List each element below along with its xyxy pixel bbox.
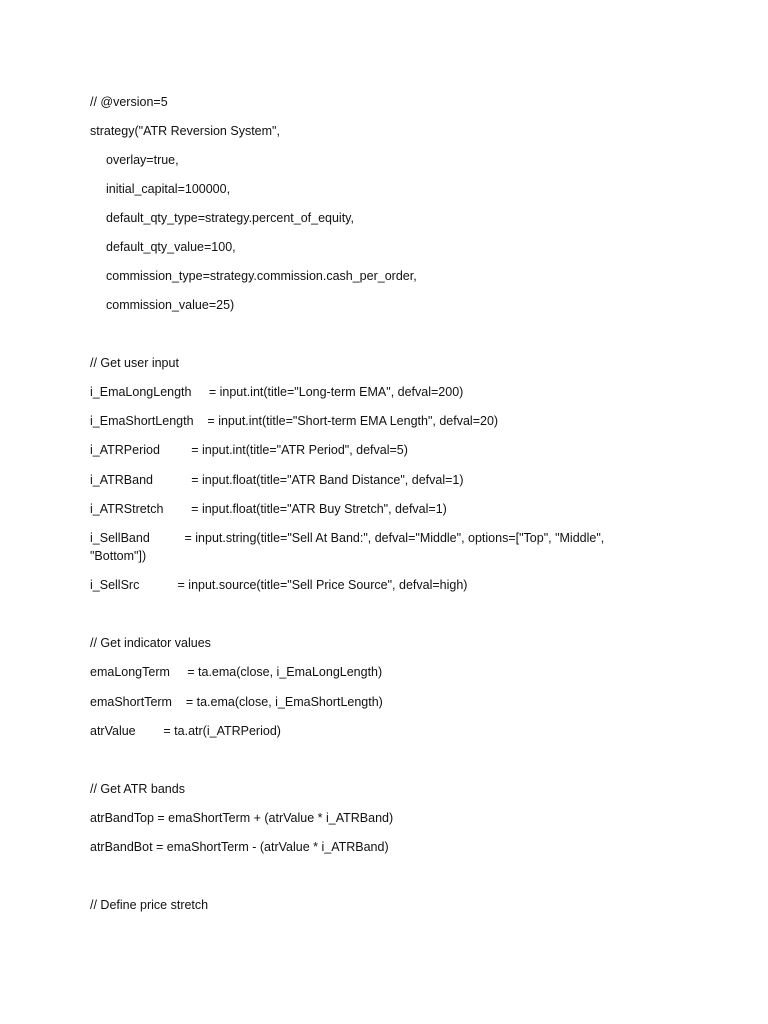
input-ema-long-line: i_EmaLongLength = input.int(title="Long-term EMA", defval=200) bbox=[90, 385, 464, 399]
strategy-overlay-arg: overlay=true, bbox=[106, 153, 179, 167]
atr-band-bot-line: atrBandBot = emaShortTerm - (atrValue * i_ATRBand) bbox=[90, 840, 389, 854]
version-comment: // @version=5 bbox=[90, 95, 168, 109]
atr-bands-comment: // Get ATR bands bbox=[90, 782, 185, 796]
input-sell-band-continuation: "Bottom"]) bbox=[90, 549, 147, 563]
atr-value-line: atrValue = ta.atr(i_ATRPeriod) bbox=[90, 724, 281, 738]
input-sell-band-line: i_SellBand = input.string(title="Sell At Band:", defval="Middle", options=["Top", "Middle", bbox=[90, 531, 605, 545]
strategy-qty-type-arg: default_qty_type=strategy.percent_of_equity, bbox=[106, 211, 354, 225]
input-sell-src-line: i_SellSrc = input.source(title="Sell Price Source", defval=high) bbox=[90, 578, 468, 592]
strategy-declaration: strategy("ATR Reversion System", bbox=[90, 124, 280, 138]
strategy-commission-type-arg: commission_type=strategy.commission.cash_per_order, bbox=[106, 269, 417, 283]
indicator-values-comment: // Get indicator values bbox=[90, 636, 211, 650]
input-atr-band-line: i_ATRBand = input.float(title="ATR Band Distance", defval=1) bbox=[90, 473, 464, 487]
user-input-comment: // Get user input bbox=[90, 356, 179, 370]
input-atr-stretch-line: i_ATRStretch = input.float(title="ATR Buy Stretch", defval=1) bbox=[90, 502, 447, 516]
ema-long-term-line: emaLongTerm = ta.ema(close, i_EmaLongLength) bbox=[90, 665, 383, 679]
strategy-qty-value-arg: default_qty_value=100, bbox=[106, 240, 236, 254]
price-stretch-comment: // Define price stretch bbox=[90, 898, 209, 912]
strategy-commission-value-arg: commission_value=25) bbox=[106, 298, 235, 312]
input-atr-period-line: i_ATRPeriod = input.int(title="ATR Period", defval=5) bbox=[90, 443, 408, 457]
atr-band-top-line: atrBandTop = emaShortTerm + (atrValue * i_ATRBand) bbox=[90, 811, 394, 825]
strategy-initial-capital-arg: initial_capital=100000, bbox=[106, 182, 231, 196]
input-ema-short-line: i_EmaShortLength = input.int(title="Short-term EMA Length", defval=20) bbox=[90, 414, 499, 428]
ema-short-term-line: emaShortTerm = ta.ema(close, i_EmaShortLength) bbox=[90, 695, 383, 709]
